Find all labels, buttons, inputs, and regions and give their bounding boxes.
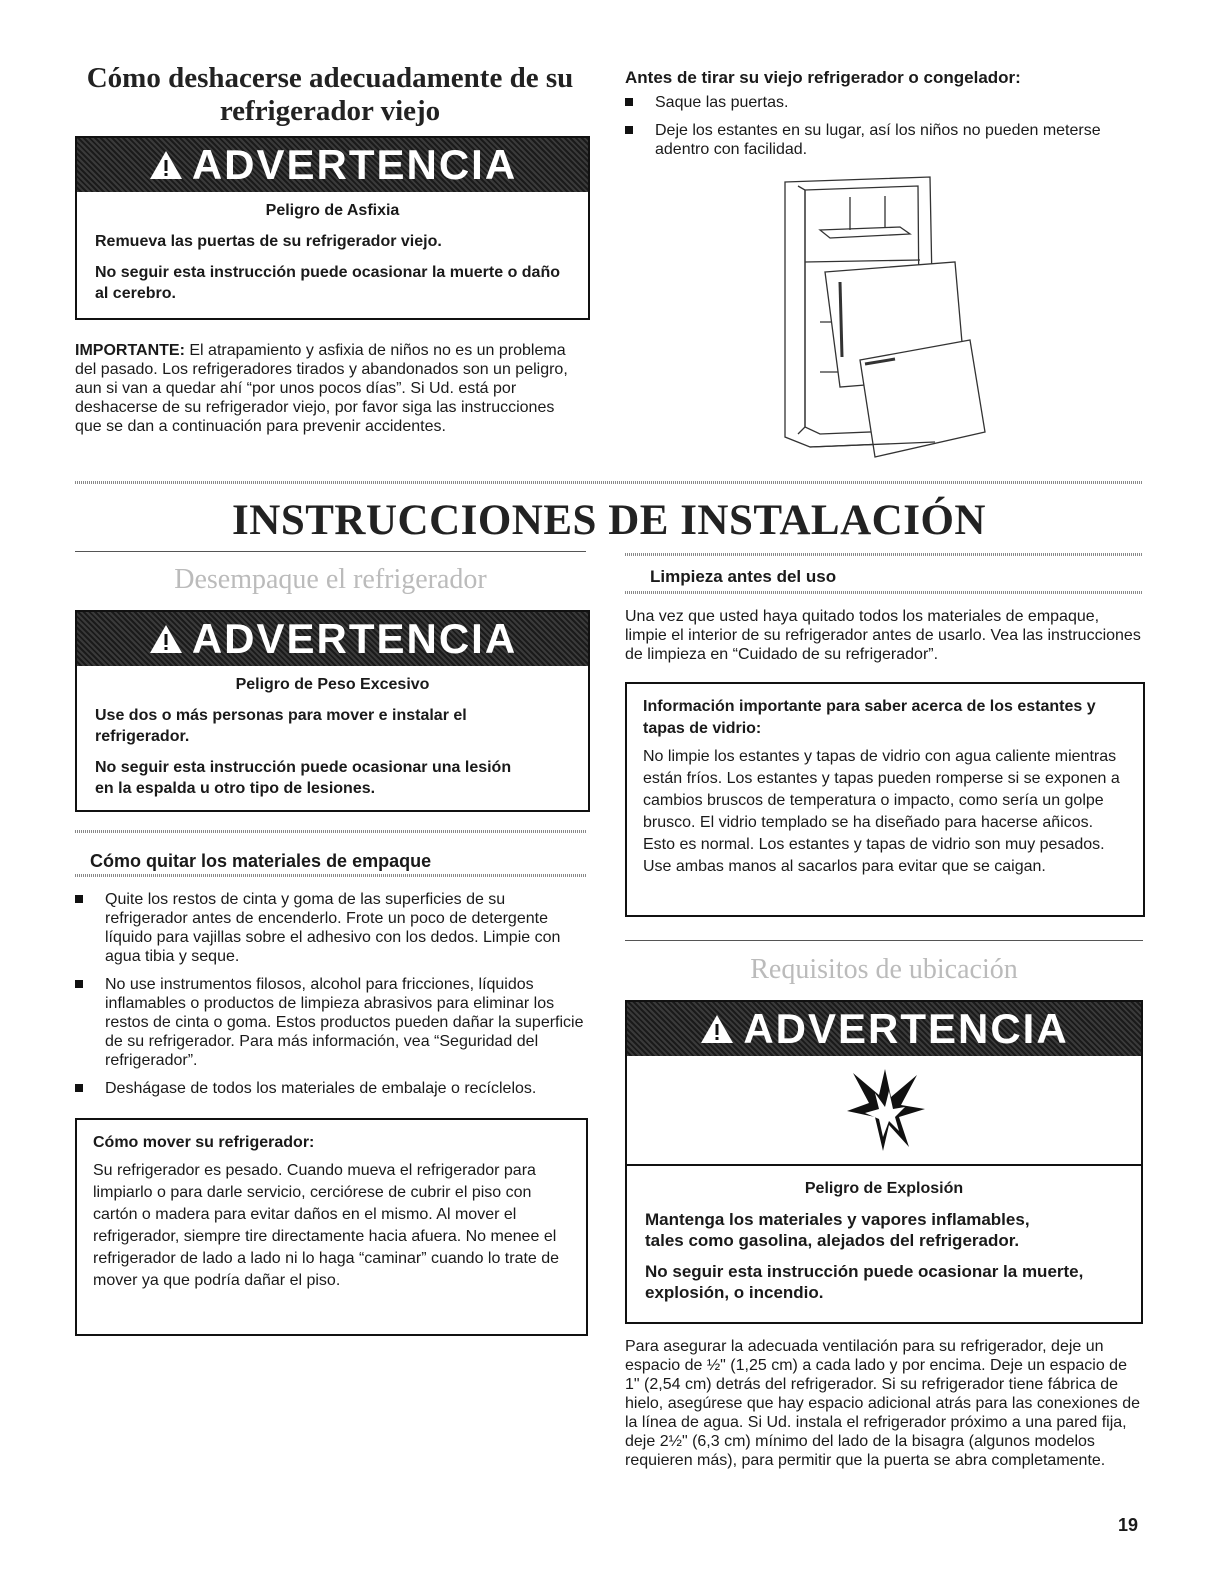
- moving-refrigerator-box: [75, 1118, 588, 1336]
- important-label: IMPORTANTE:: [75, 342, 185, 359]
- list-item: Deje los estantes en su lugar, así los niños no pueden meterse adentro con facilidad.: [625, 121, 1145, 159]
- unpack-section-title: Desempaque el refrigerador: [174, 564, 487, 595]
- warning-hazard: Peligro de Peso Excesivo: [235, 676, 430, 693]
- heavy-weight-warning-box: [75, 610, 590, 812]
- warning-header-label: ADVERTENCIA: [743, 1005, 1069, 1052]
- page-number: 19: [1118, 1515, 1139, 1535]
- glass-box-text: No limpie los estantes y tapas de vidrio con agua caliente mientras están fríos. Los estantes y tapas pueden romperse si se exponen a cambios bruscos de temperatura o impacto, como sería un golpe brusco. El vidrio templado se ha diseñado para hacerse añicos. Esto es normal. Los estantes y tapas de vidrio son muy pesados. Use ambas manos al sacarlos para evitar que se caigan.: [643, 748, 1120, 875]
- warning-line-2: No seguir esta instrucción puede ocasionar una lesión en la espalda u otro tipo de lesiones.: [95, 759, 512, 797]
- separator: [75, 830, 586, 833]
- list-item: Saque las puertas.: [625, 93, 1145, 112]
- divider: [75, 551, 586, 552]
- important-text: El atrapamiento y asfixia de niños no es un problema del pasado. Los refrigeradores tirados y abandonados son un peligro, aun si van a quedar ahí “por unos pocos días”. Si Ud. está por deshacerse de su refrigerador viejo, por favor siga las instrucciones que se dan a continuación para prevenir accidentes.: [75, 342, 568, 435]
- explosion-warning-box: [625, 1000, 1143, 1324]
- remove-packaging-list: [75, 890, 585, 1107]
- glass-shelves-box: [625, 682, 1145, 917]
- warning-header: [77, 612, 588, 666]
- separator: [625, 591, 1143, 594]
- glass-box-title: Información importante para saber acerca de los estantes y tapas de vidrio:: [643, 698, 1096, 737]
- warning-triangle-icon: [699, 1013, 735, 1045]
- moving-box-title: Cómo mover su refrigerador:: [93, 1134, 315, 1151]
- list-item: No use instrumentos filosos, alcohol para fricciones, líquidos inflamables o productos de limpieza abrasivos para eliminar los restos de cinta o goma. Estos productos pueden dañar la superficie de su refrigerador. Para más información, vea “Seguridad del refrigerador”.: [75, 975, 585, 1070]
- separator: [75, 874, 586, 877]
- remove-packaging-title: Cómo quitar los materiales de empaque: [90, 851, 432, 871]
- warning-header: [77, 138, 588, 192]
- warning-header: [627, 1002, 1141, 1056]
- before-title: Antes de tirar su viejo refrigerador o congelador:: [625, 68, 1021, 87]
- warning-hazard: Peligro de Asfixia: [265, 202, 400, 219]
- important-paragraph: [75, 341, 585, 436]
- warning-line-2: No seguir esta instrucción puede ocasionar la muerte, explosión, o incendio.: [645, 1262, 1084, 1302]
- warning-line-2: No seguir esta instrucción puede ocasionar la muerte o daño al cerebro.: [95, 264, 560, 302]
- page-title: INSTRUCCIONES DE INSTALACIÓN: [232, 497, 986, 544]
- cleaning-text: Una vez que usted haya quitado todos los materiales de empaque, limpie el interior de su refrigerador antes de usarlo. Vea las instrucciones de limpieza en “Cuidado de su refrigerador”.: [625, 608, 1141, 663]
- list-item: Quite los restos de cinta y goma de las superficies de su refrigerador antes de encenderlo. Frote un poco de detergente líquido para vajillas sobre el adhesivo con los dedos. Limpie con agua tibia y seque.: [75, 890, 585, 966]
- warning-line-1: Use dos o más personas para mover e instalar el refrigerador.: [95, 707, 467, 745]
- refrigerator-doors-removed-illustration: [780, 172, 990, 464]
- separator: [625, 553, 1143, 556]
- list-item: Deshágase de todos los materiales de embalaje o recíclelos.: [75, 1079, 585, 1098]
- moving-box-text: Su refrigerador es pesado. Cuando mueva el refrigerador para limpiarlo o para darle servicio, cerciórese de cubrir el piso con cartón o madera para evitar daños en el mismo. Al mover el refrigerador, siempre tire directamente hacia afuera. No menee el refrigerador de lado a lado ni lo haga “caminar” cuando lo trate de mover ya que podría dañar el piso.: [93, 1162, 560, 1289]
- warning-line-1: Remueva las puertas de su refrigerador viejo.: [95, 233, 442, 250]
- explosion-icon: [627, 1056, 1141, 1166]
- disposal-title: Cómo deshacerse adecuadamente de su refrigerador viejo: [86, 62, 574, 127]
- separator: [75, 481, 1143, 484]
- warning-triangle-icon: [148, 149, 184, 181]
- warning-line-1: Mantenga los materiales y vapores inflamables, tales como gasolina, alejados del refrigerador.: [645, 1210, 1030, 1250]
- cleaning-title: Limpieza antes del uso: [650, 567, 837, 586]
- location-section-title: Requisitos de ubicación: [750, 954, 1018, 985]
- location-text: Para asegurar la adecuada ventilación para su refrigerador, deje un espacio de ½" (1,25 cm) a cada lado y por encima. Deje un espacio de 1" (2,54 cm) detrás del refrigerador. Si su refrigerador tiene fábrica de hielo, asegúrese que hay espacio adicional atrás para las conexiones de la línea de agua. Si Ud. instala el refrigerador próximo a una pared fija, deje 2½" (6,3 cm) mínimo del lado de la bisagra (algunos modelos requieren más), para permitir que la puerta se abra completamente.: [625, 1338, 1141, 1469]
- divider: [625, 940, 1143, 941]
- warning-hazard: Peligro de Explosión: [804, 1180, 964, 1197]
- warning-triangle-icon: [148, 623, 184, 655]
- asphyxia-warning-box: [75, 136, 590, 320]
- warning-header-label: ADVERTENCIA: [191, 615, 518, 662]
- warning-header-label: ADVERTENCIA: [191, 141, 518, 188]
- before-list: [625, 93, 1145, 168]
